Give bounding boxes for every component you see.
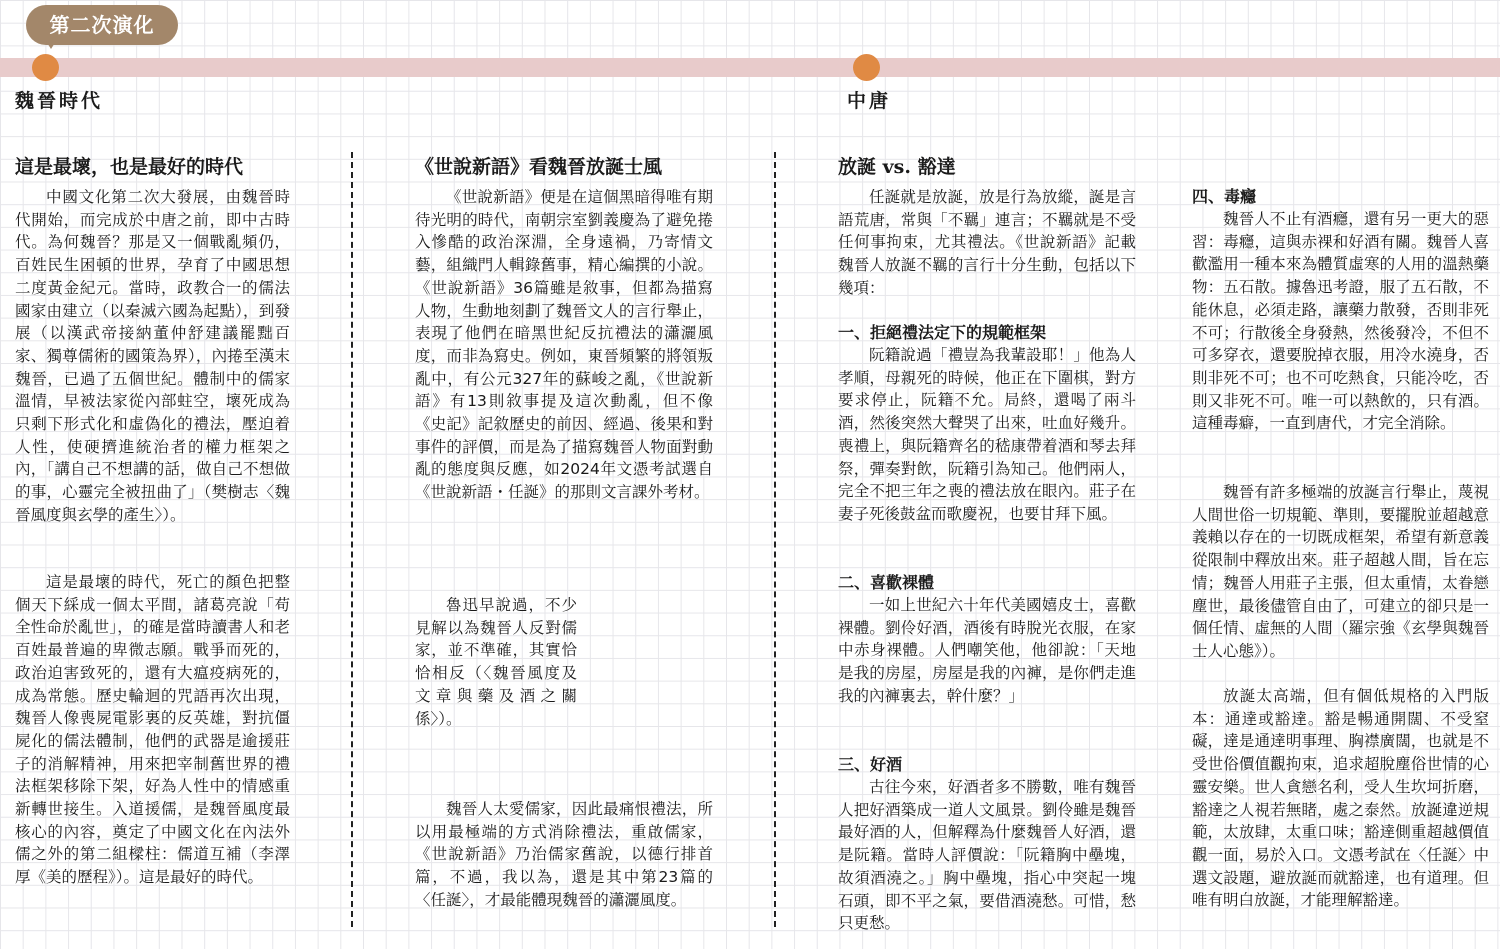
column2-paragraph-1: 《世說新語》便是在這個黑暗得唯有期待光明的時代，南朝宗室劉義慶為了避免捲入慘酷的政治深淵，全身遠禍，乃寄情文藝，組織門人輯錄舊事，精心編撰的小說。《世說新語》36篇雖是敘事，但都為描寫人物，生動地刻劃了魏晉文人的言行舉止，表現了他們在暗黑世紀反抗禮法的瀟灑風度，而非為寫史。例如，東晉頻繁的將領叛亂中，有公元327年的蘇峻之亂，《世說新語》有13則敘事提及這次動亂，但不像《史記》記敘歷史的前因、經過、後果和對事件的評價，而是為了描寫魏晉人物面對動亂的態度與反應，如2024年文憑考試選自《世說新語・任誕》的那則文言課外考材。 bbox=[415, 188, 713, 502]
section3-title: 三、好酒 bbox=[838, 755, 903, 774]
section4-body: 魏晉人不止有酒癮，還有另一更大的惡習：毒癮，這與赤裸和好酒有關。魏晉人喜歡濫用一種本來為體質虛寒的人用的溫熱藥物：五石散。據魯迅考證，服了五石散，不能休息，必須走路，讓藥力散發，否則非死不可；行散後全身發熱，然後發冷，不但不可多穿衣，還要脫掉衣服，用冷水澆身，否則非死不可；也不可吃熱食，只能冷吃，否則又非死不可。唯一可以熱飲的，只有酒。這種毒癖，一直到唐代，才完全消除。 bbox=[1192, 210, 1489, 433]
column4-paragraph-3: 放誕太高端，但有個低規格的入門版本：通達或豁達。豁是暢通開闊、不受窒礙，達是通達明事理、胸襟廣闊，也就是不受世俗價值觀拘束，追求超脫塵俗世情的心靈安樂。世人貪戀名利，受人生坎坷折磨，豁達之人視若無睹，處之泰然。放誕違逆規範，太放肆，太重口味；豁達側重超越價值觀一面，易於入口。文憑考試在〈任誕〉中選文設題，避放誕而就豁達，也有道理。但唯有明白放誕，才能理解豁達。 bbox=[1192, 687, 1489, 910]
section2-title: 二、喜歡裸體 bbox=[838, 573, 935, 592]
column-divider-2 bbox=[774, 152, 776, 927]
section-badge: 第二次演化 bbox=[26, 5, 178, 45]
timeline-dot-right bbox=[853, 54, 880, 81]
column3-intro: 任誕就是放誕，放是行為放縱，誕是言語荒唐，常與「不羈」連言；不羈就是不受任何事拘束，尤其禮法。《世說新語》記載魏晉人放誕不羈的言行十分生動，包括以下幾項： bbox=[838, 188, 1136, 297]
column4-paragraph-2: 魏晉有許多極端的放誕言行舉止，蔑視人間世俗一切規範、準則，要擺脫並超越意義賴以存在的一切既成框架，希望有新意義從限制中釋放出來。莊子超越人間，旨在忘情；魏晉人用莊子主張，但太重情，太眷戀塵世，最後儘管自由了，可建立的卻只是一個任情、虛無的人間（羅宗強《玄學與魏晉士人心態》）。 bbox=[1192, 483, 1489, 660]
era-label-right: 中唐 bbox=[847, 90, 892, 112]
badge-tail bbox=[44, 38, 58, 49]
column1-heading: 這是最壞，也是最好的時代 bbox=[15, 156, 244, 178]
section4-title: 四、毒癮 bbox=[1192, 187, 1257, 206]
column-divider-1 bbox=[351, 152, 353, 927]
column1-paragraph-1: 中國文化第二次大發展，由魏晉時代開始，而完成於中唐之前，即中古時代。為何魏晉？那是又一個戰亂頻仍，百姓民生困頓的世界，孕育了中國思想二度黃金紀元。當時，政教合一的儒法國家由建立（以秦滅六國為起點），到發展（以漢武帝接納董仲舒建議罷黜百家、獨尊儒術的國策為界），內捲至漢末魏晉，已過了五個世紀。體制中的儒家溫情，早被法家從內部蛀空，壞死成為只剩下形式化和虛偽化的禮法，壓迫着人性，使硬擠進統治者的權力框架之內，「講自己不想講的話，做自己不想做的事，心靈完全被扭曲了」（樊樹志〈魏晉風度與玄學的產生〉）。 bbox=[15, 188, 290, 524]
timeline-dot-left bbox=[32, 54, 59, 81]
era-label-left: 魏晉時代 bbox=[15, 90, 104, 112]
column1-paragraph-2: 這是最壞的時代，死亡的顏色把整個天下綵成一個太平間，諸葛亮說「苟全性命於亂世」，的確是當時讀書人和老百姓最普遍的卑微志願。戰爭而死的，政治迫害致死的，還有大瘟疫病死的，成為常態。歷史輪迴的咒語再次出現，魏晉人像喪屍電影裏的反英雄，對抗僵屍化的儒法體制，他們的武器是逾援莊子的消解精神，用來把宰制舊世界的禮法框架移除下架，好為人性中的情感重新轉世接生。入道援儒，是魏晉風度最核心的內容，奠定了中國文化在內法外儒之外的第二組樑柱：儒道互補（李澤厚《美的歷程》）。這是最好的時代。 bbox=[15, 573, 290, 887]
section3-body: 古往今來，好酒者多不勝數，唯有魏晉人把好酒築成一道人文風景。劉伶雖是魏晉最好酒的人，但解釋為什麼魏晉人好酒，還是阮籍。當時人評價說：「阮籍胸中壘塊，故須酒澆之。」胸中壘塊，指心中突起一塊石頭，即不平之氣，要借酒澆愁。可惜，愁只更愁。 bbox=[838, 778, 1136, 933]
timeline-band bbox=[0, 58, 1500, 77]
section1-body: 阮籍說過「禮豈為我輩設耶！」他為人孝順，母親死的時候，他正在下圍棋，對方要求停止，阮籍不允。局終，還喝了兩斗酒，然後突然大聲哭了出來，吐血好幾升。喪禮上，與阮籍齊名的嵇康帶着酒和琴去拜祭，彈奏對飲，阮籍引為知己。他們兩人，完全不把三年之喪的禮法放在眼內。莊子在妻子死後鼓盆而歌慶祝，也要甘拜下風。 bbox=[838, 346, 1136, 523]
column2-quote: 魯迅早說過，不少見解以為魏晉人反對儒家，並不準確，其實恰恰相反（〈魏晉風度及文章與藥及酒之關係〉）。 bbox=[415, 596, 577, 728]
column2-heading: 《世說新語》看魏晉放誕士風 bbox=[415, 156, 663, 178]
column3-heading: 放誕 vs. 豁達 bbox=[838, 156, 956, 178]
column2-paragraph-2: 魏晉人太愛儒家，因此最痛恨禮法，所以用最極端的方式消除禮法，重啟儒家，《世說新語》乃治儒家舊說，以德行排首篇，不過，我以為，還是其中第23篇的〈任誕〉，才最能體現魏晉的瀟灑風度。 bbox=[415, 800, 713, 909]
section1-title: 一、拒絕禮法定下的規範框架 bbox=[838, 323, 1047, 342]
section2-body: 一如上世紀六十年代美國嬉皮士，喜歡裸體。劉伶好酒，酒後有時脫光衣服，在家中赤身裸體。人們嘲笑他，他卻說：「天地是我的房屋，房屋是我的內褲，是你們走進我的內褲裏去，幹什麼？」 bbox=[838, 596, 1136, 705]
